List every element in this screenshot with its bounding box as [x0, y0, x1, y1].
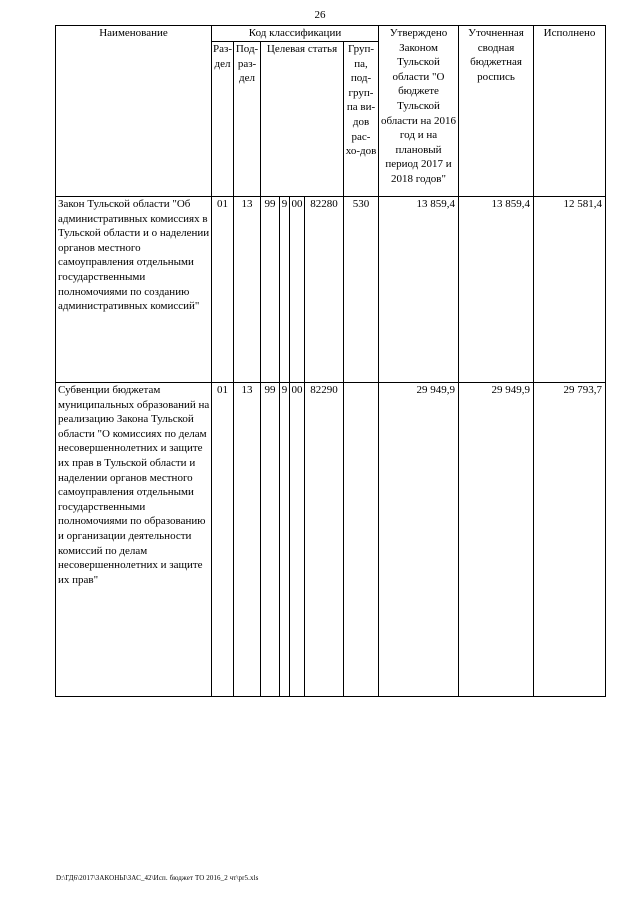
row-refined: 13 859,4 — [459, 197, 534, 383]
header-section: Раз-дел — [212, 42, 234, 197]
row-target-2: 9 — [280, 197, 290, 383]
row-section: 01 — [212, 383, 234, 697]
row-target-1: 99 — [261, 197, 280, 383]
row-target-4: 82290 — [305, 383, 344, 697]
row-target-4: 82280 — [305, 197, 344, 383]
row-executed: 29 793,7 — [534, 383, 606, 697]
header-approved: Утверждено Законом Тульской области "О бюджете Тульской области на 2016 год и на плановый период 2017 и 2018 годов" — [379, 26, 459, 197]
header-target-article: Целевая статья — [261, 42, 344, 197]
row-target-2: 9 — [280, 383, 290, 697]
table-row — [56, 197, 606, 383]
row-expense-group: 530 — [344, 197, 379, 383]
row-section: 01 — [212, 197, 234, 383]
page-number: 26 — [314, 9, 326, 21]
table-row — [56, 383, 606, 697]
row-target-1: 99 — [261, 383, 280, 697]
header-refined: Уточненная сводная бюджетная роспись — [459, 26, 534, 197]
row-name: Закон Тульской области "Об административных комиссиях в Тульской области и о наделении органов местного самоуправления отдельными государственными полномочиями по созданию административных комиссий" — [56, 197, 212, 383]
header-code-group: Код классификации — [212, 26, 379, 42]
row-target-3: 00 — [290, 197, 305, 383]
row-subsection: 13 — [234, 383, 261, 697]
row-name: Субвенции бюджетам муниципальных образований на реализацию Закона Тульской области "О комиссиях по делам несовершеннолетних и защите их прав в Тульской области и наделении органов местного самоуправления отдельными государственными полномочиями по образованию и организации деятельности комиссий по делам несовершеннолетних и защите их прав" — [56, 383, 212, 697]
header-row-1 — [56, 26, 606, 42]
row-subsection: 13 — [234, 197, 261, 383]
header-subsection: Под-раз-дел — [234, 42, 261, 197]
row-executed: 12 581,4 — [534, 197, 606, 383]
row-approved: 13 859,4 — [379, 197, 459, 383]
header-executed: Исполнено — [534, 26, 606, 197]
row-approved: 29 949,9 — [379, 383, 459, 697]
header-expense-group: Груп-па, под-груп-па ви-дов рас-хо-дов — [344, 42, 379, 197]
file-path-footer: D:\ГД6\2017\ЗАКОНЫ\ЗАС_42\Исп. бюджет ТО 2016_2 чт\pr5.xls — [56, 874, 259, 882]
row-expense-group — [344, 383, 379, 697]
row-refined: 29 949,9 — [459, 383, 534, 697]
header-name: Наименование — [56, 26, 212, 197]
budget-table — [55, 25, 606, 697]
row-target-3: 00 — [290, 383, 305, 697]
